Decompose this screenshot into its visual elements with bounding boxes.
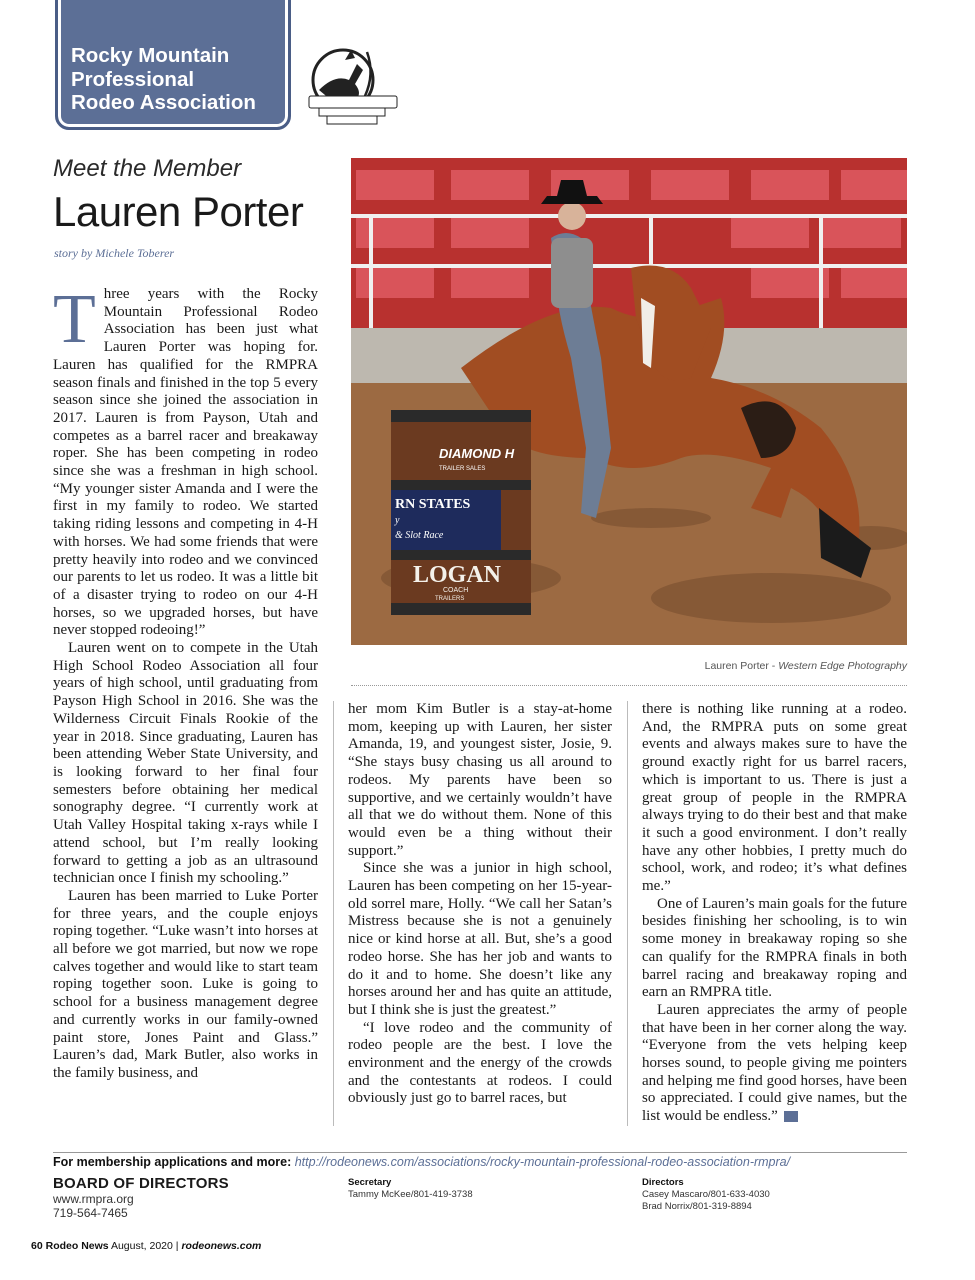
board-of-directors [53,1175,229,1220]
directors-label: Directors [642,1177,684,1188]
paragraph: One of Lauren’s main goals for the future besides finishing her schooling, is to win some money in breakaway roping so she can qualify for the RMPRA finals in both barrel racing and breakaway roping and earn an RMPRA title. [642,895,907,1001]
hero-photo [351,158,907,645]
site-link[interactable]: rodeonews.com [181,1240,262,1252]
paragraph: Lauren appreciates the army of people that have been in her corner along the way. “Everyone from the vets helping keep horses sound, to people giving me pointers and helping me find good horses, have been so appreciated. I could give names, but the list would be endless.” [642,1001,907,1125]
column-divider [627,701,628,1126]
page-footer: 60 Rodeo News August, 2020 | rodeonews.com [31,1240,262,1252]
barrel [391,410,531,615]
article-column-1 [53,281,318,1083]
paragraph: “I love rodeo and the community of rodeo people are the best. I love the environment and the energy of the crowds and the contestants at rodeos. I could obviously just go to barrel races, but [348,1019,612,1107]
paragraph: Lauren went on to compete in the Utah High School Rodeo Association all four years of high school, until graduating from Payson High School in 2016. She was the Wilderness Circuit Finals Rookie of the year in 2018. Since graduating, Lauren has been attending Weber State University, and is looking forward to her final four semesters before obtaining her medical sonography degree. “I currently work at Utah Valley Hospital taking x-rays while I attend school, but I’m really looking forward to getting a job as an ultrasound technician once I finish my schooling.” [53,640,318,887]
svg-text:TRAILER SALES: TRAILER SALES [439,466,486,472]
caption-name: Lauren Porter [704,660,769,672]
association-name: Rocky Mountain Professional Rodeo Association [71,44,256,114]
page-number: 60 [31,1240,43,1252]
byline: story by Michele Toberer [54,246,175,260]
director-contact: Casey Mascaro/801-633-4030 [642,1189,770,1200]
website-link[interactable]: www.rmpra.org [53,1192,134,1206]
svg-text:y: y [395,515,400,526]
paragraph: there is nothing like running at a rodeo. And, the RMPRA puts on some great events and always makes sure to have the ground exactly right for us barrel racers, which is important to us. There is just a great group of people in the RMPRA always trying to do their best and that make it such a good environment. I don’t really have any other hobbies, I pretty much do school, work, and rodeo; it’s what defines me.” [642,701,907,895]
photo-caption: Lauren Porter - Western Edge Photography [704,660,907,672]
footer-rule [53,1152,907,1153]
svg-text:& Slot Race: & Slot Race [395,530,444,541]
association-logo [305,44,400,126]
barrel-racing-illustration [351,158,907,645]
issue-date: August, 2020 [110,1240,173,1252]
caption-divider [351,685,907,686]
article-column-2 [348,701,612,1108]
svg-text:LOGAN: LOGAN [413,562,502,588]
association-banner [55,0,291,130]
secretary-label: Secretary [348,1177,392,1188]
phone: 719-564-7465 [53,1206,128,1220]
secretary-contact: Tammy McKee/801-419-3738 [348,1189,473,1200]
kicker: Meet the Member [53,155,242,182]
drop-cap: T [53,281,96,358]
membership-label: For membership applications and more: [53,1155,292,1169]
svg-text:TRAILERS: TRAILERS [435,596,465,602]
membership-link[interactable]: http://rodeonews.com/associations/rocky-mountain-professional-rodeo-association-rmpra/ [294,1155,791,1169]
column-divider [333,701,334,1126]
director-contact: Brad Norrix/801-319-8894 [642,1201,752,1212]
membership-line [53,1155,790,1169]
secretary-block [348,1177,473,1201]
magazine-name: Rodeo News [45,1240,109,1252]
directors-block [642,1177,770,1213]
svg-text:DIAMOND H: DIAMOND H [439,446,515,461]
paragraph: Three years with the Rocky Mountain Professional Rodeo Association has been just what Lauren Porter was hoping for. Lauren has qualified for the RMPRA season finals and finished in the top 5 every season since she joined the association in 2017. Lauren is from Payson, Utah and competes as a barrel racer and breakaway roper. She has been competing in rodeo since she was a freshman in high school. “My younger sister Amanda and I were the first in my family to rodeo. We started taking riding lessons and competing in 4-H with horses. We had some friends that were pretty heavily into rodeo and we convinced our parents to let us rodeo. It was a little bit of a disaster trying to rodeo on our 4-H horses, so we upgraded horses, but have never stopped rodeoing!” [53,281,318,639]
svg-text:RN STATES: RN STATES [395,497,471,512]
article-column-3 [642,701,907,1126]
paragraph: her mom Kim Butler is a stay-at-home mom, keeping up with Lauren, her sister Amanda, 19, and youngest sister, Josie, 9. “She stays busy chasing us all around to rodeos. My parents have been so supportive, and we certainly wouldn’t have all that we do without them. None of this would even be a thing without their support.” [348,701,612,859]
paragraph: Since she was a junior in high school, Lauren has been competing on her 15-year-old sorrel mare, Holly. “We call her Satan’s Mistress because she is not a genuinely nice or kind horse at all. But, she’s a good rodeo horse. She has her job and wants to do it and to home. She doesn’t like any horses around her and has quite an attitude, but I think she is just the greatest.” [348,860,612,1018]
board-heading: BOARD OF DIRECTORS [53,1175,229,1192]
end-mark-icon [784,1111,798,1122]
paragraph: Lauren has been married to Luke Porter for three years, and the couple enjoys roping together. “Luke wasn’t into horses at all before we got married, but now we rope calves together and would like to start team roping together soon. Luke is going to school for a business management degree and currently works in our family-owned paint store, Jones Paint and Glass.” Lauren’s dad, Mark Butler, also works in the family business, and [53,887,318,1081]
photo-credit: Western Edge Photography [778,660,907,672]
page-title: Lauren Porter [53,188,304,235]
svg-text:COACH: COACH [443,587,469,594]
